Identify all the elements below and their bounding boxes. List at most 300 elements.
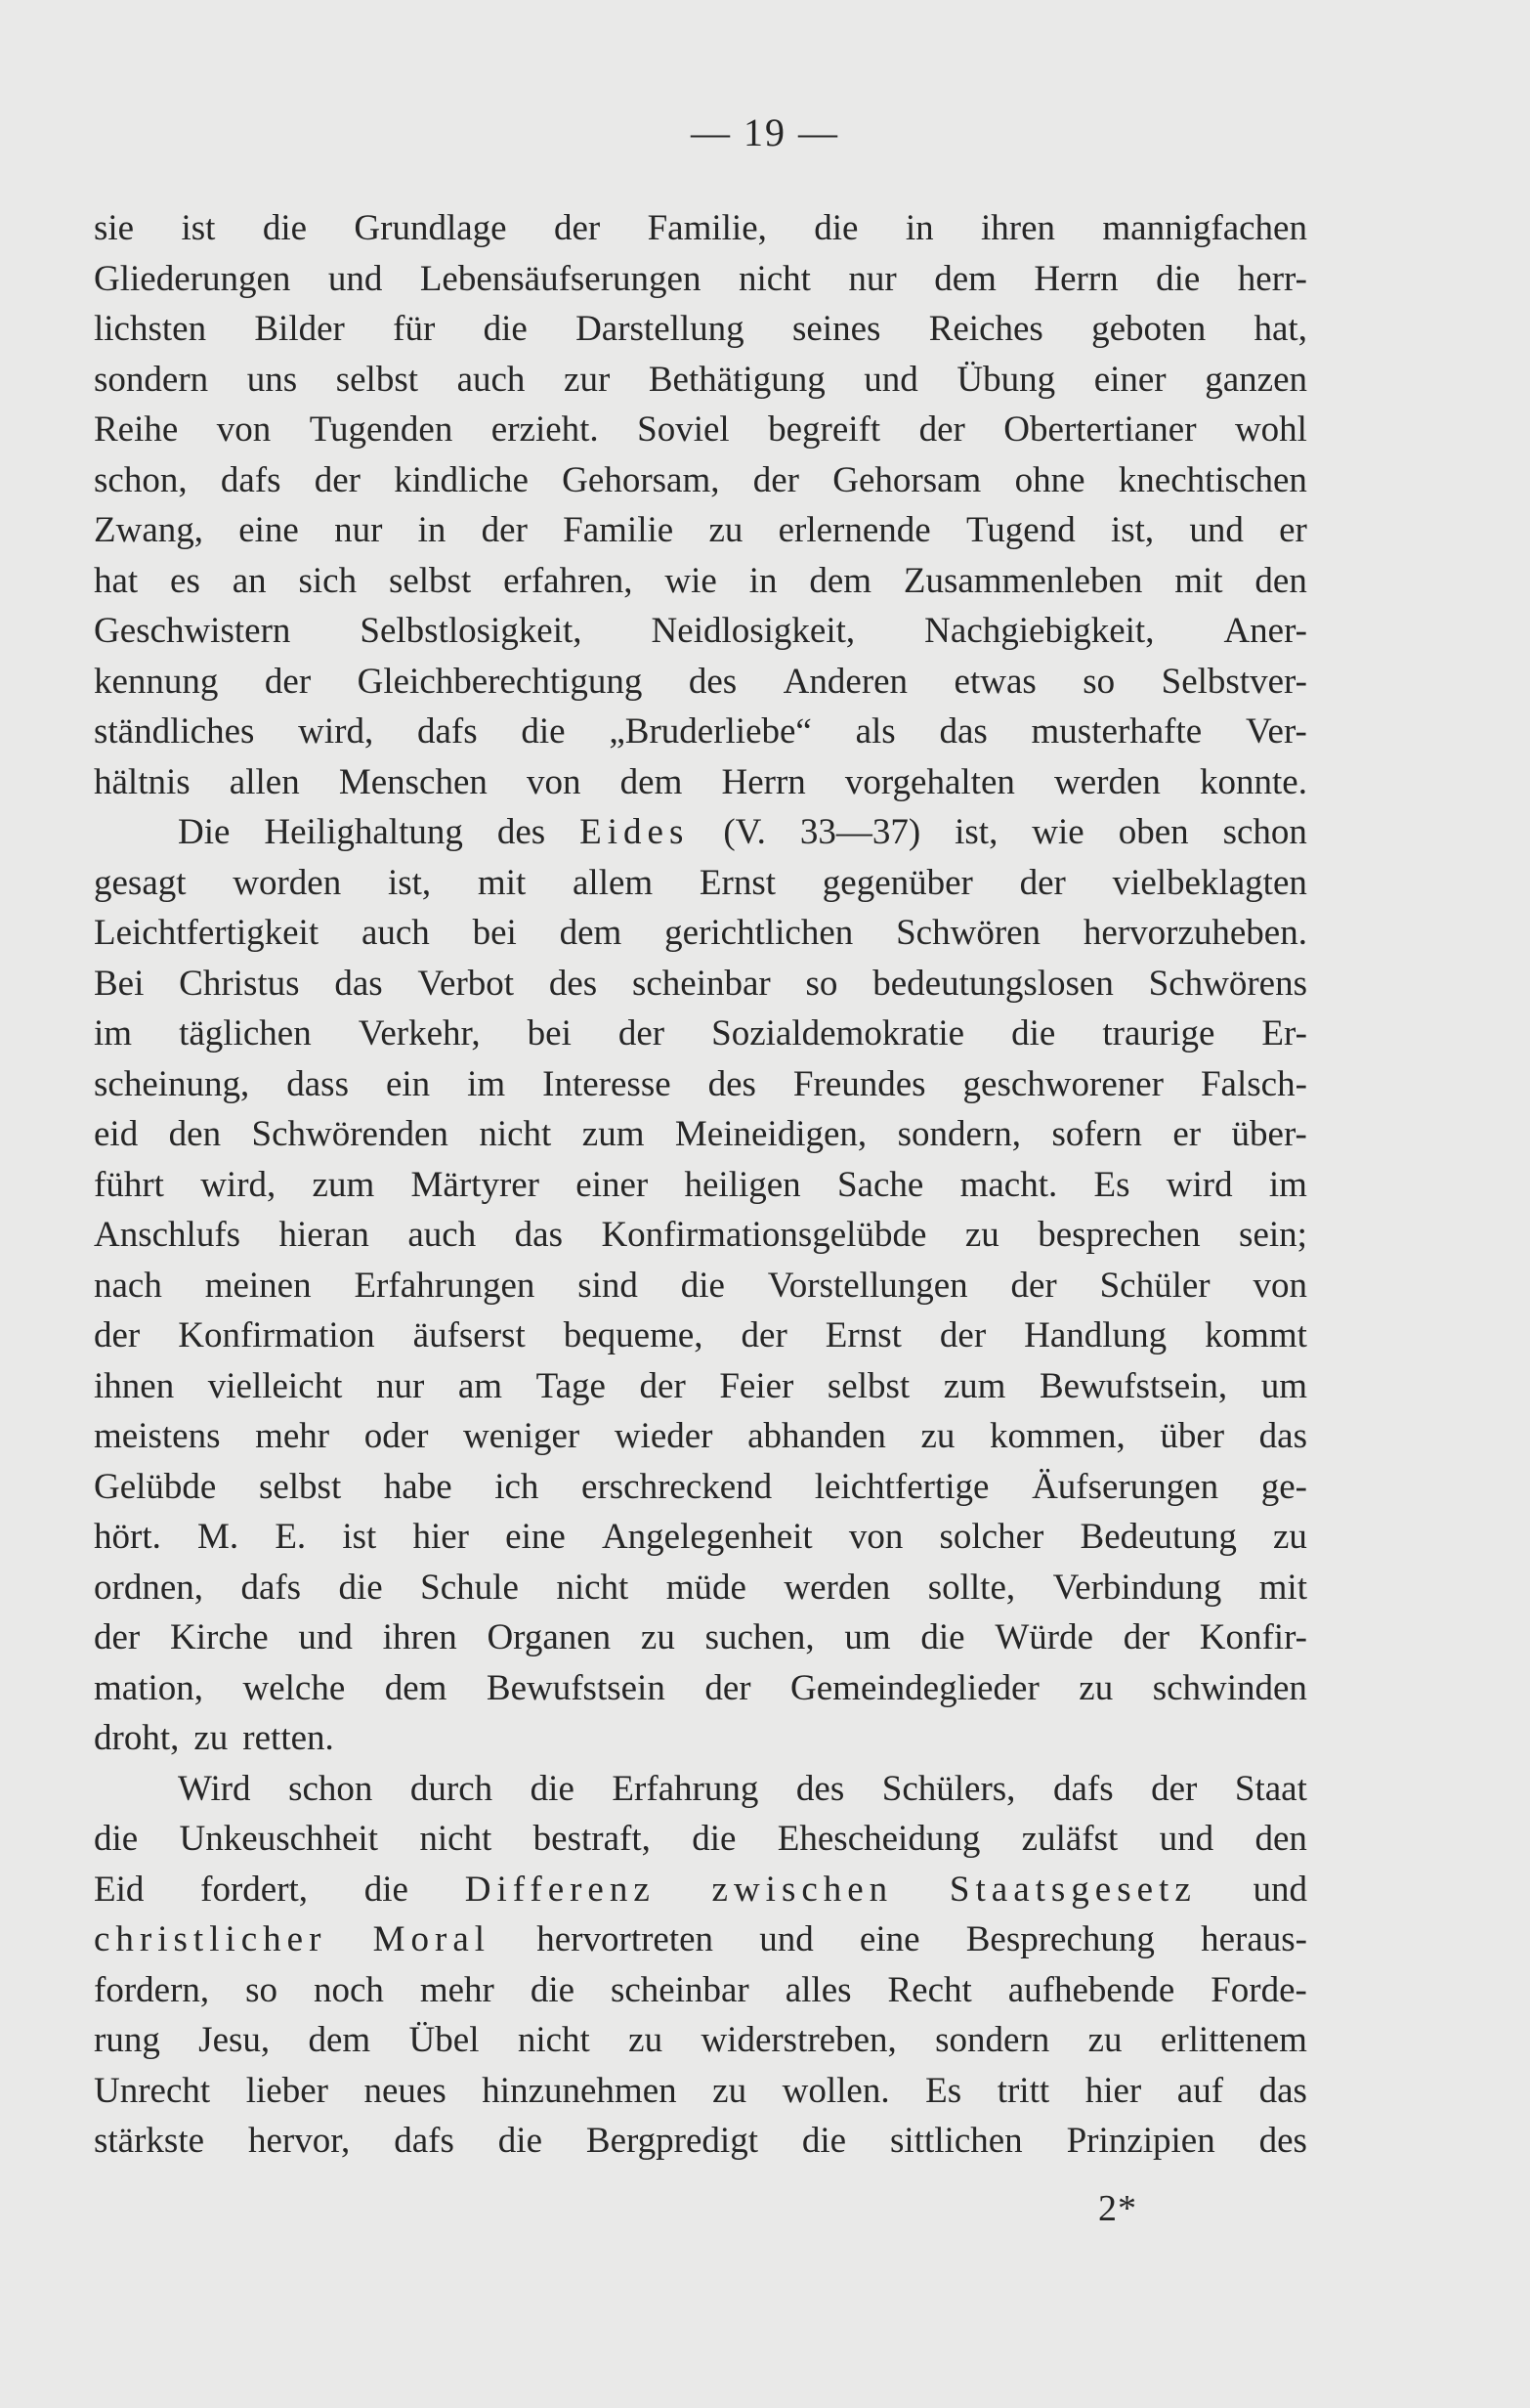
word: meistens xyxy=(94,1416,221,1456)
text-line xyxy=(94,707,1307,757)
text-line xyxy=(94,1865,1307,1915)
word: Eid xyxy=(94,1869,145,1910)
word: zu xyxy=(920,1416,956,1456)
word: Feier xyxy=(719,1365,794,1406)
word: die xyxy=(920,1617,965,1657)
word: Konfir- xyxy=(1199,1617,1307,1657)
text-line xyxy=(94,355,1307,406)
word: Ernst xyxy=(699,862,777,903)
word: kommen, xyxy=(989,1416,1126,1456)
word: „Bruderliebe“ xyxy=(609,711,812,752)
word: es xyxy=(170,560,200,601)
word: durch xyxy=(409,1768,493,1809)
word: bequeme, xyxy=(563,1315,703,1355)
word: nicht xyxy=(556,1567,629,1608)
word: zum xyxy=(312,1164,375,1205)
word: Bei xyxy=(94,963,145,1004)
text-line xyxy=(94,1764,1307,1815)
word: von xyxy=(1253,1265,1307,1306)
word: Bewufstsein, xyxy=(1039,1365,1228,1406)
word: das xyxy=(939,711,988,752)
word: Lebensäufserungen xyxy=(419,258,701,299)
word: Freundes xyxy=(792,1063,926,1104)
word: Bergpredigt xyxy=(585,2121,758,2161)
word: der xyxy=(741,1315,787,1355)
word: dem xyxy=(308,2020,371,2060)
text-line xyxy=(94,405,1307,455)
word: Ver- xyxy=(1245,711,1307,752)
text-line xyxy=(94,1512,1307,1563)
word: bei xyxy=(472,913,517,953)
word: zu xyxy=(1079,1667,1114,1708)
word: Meineidigen, xyxy=(674,1114,868,1154)
word: Organen xyxy=(487,1617,612,1657)
word: Recht xyxy=(887,1969,972,2010)
word: Interesse xyxy=(542,1063,671,1104)
word: die xyxy=(530,1768,574,1809)
word: bedeutungslosen xyxy=(872,963,1114,1004)
word: wieder xyxy=(614,1416,713,1456)
word: sie xyxy=(94,208,135,248)
word: etwas xyxy=(954,661,1037,702)
word: Gehorsam, xyxy=(562,459,720,500)
word: Anschlufs xyxy=(94,1215,241,1255)
text-line xyxy=(94,2015,1307,2066)
word: äufserst xyxy=(412,1315,526,1355)
text-line xyxy=(94,606,1307,657)
word: Aner- xyxy=(1223,611,1307,651)
word: einer xyxy=(575,1164,649,1205)
word: Schule xyxy=(420,1567,519,1608)
word: die xyxy=(1156,258,1201,299)
word: erlittenem xyxy=(1160,2020,1307,2060)
word: nur xyxy=(375,1365,425,1406)
word: sondern xyxy=(94,359,209,400)
word: ist xyxy=(342,1517,377,1557)
word: geschworener xyxy=(962,1063,1164,1104)
word: heraus- xyxy=(1201,1919,1307,1959)
word: nicht xyxy=(517,2020,590,2060)
word: Handlung xyxy=(1024,1315,1168,1355)
word: sondern, xyxy=(897,1114,1022,1154)
word: des xyxy=(707,1063,756,1104)
word: knechtischen xyxy=(1118,459,1307,500)
word: geboten xyxy=(1091,309,1207,349)
word: zu xyxy=(1272,1517,1307,1557)
word: Familie xyxy=(563,510,674,550)
word: über xyxy=(1160,1416,1225,1456)
word: Gleichberechtigung xyxy=(357,661,643,702)
word: wohl xyxy=(1234,409,1307,450)
word: wie xyxy=(664,560,717,601)
word: und xyxy=(327,258,383,299)
word: E. xyxy=(275,1517,307,1557)
text-line xyxy=(94,2116,1307,2167)
word: des xyxy=(688,661,738,702)
word: der xyxy=(1019,862,1066,903)
text-line xyxy=(94,1009,1307,1059)
word: nur xyxy=(334,510,383,550)
word: Er- xyxy=(1261,1013,1307,1054)
word: im xyxy=(467,1063,506,1104)
word: die xyxy=(94,1819,139,1859)
text-line xyxy=(94,807,1307,858)
word: nach xyxy=(94,1265,162,1306)
word: wird, xyxy=(200,1164,276,1205)
word: Tugend xyxy=(965,510,1076,550)
text-line xyxy=(94,1261,1307,1312)
word: nur xyxy=(848,258,897,299)
word: hier xyxy=(412,1517,469,1557)
word: bei xyxy=(527,1013,572,1054)
word: der xyxy=(481,510,528,550)
word: einer xyxy=(1093,359,1167,400)
text-line xyxy=(94,908,1307,959)
word: Jesu, xyxy=(198,2020,271,2060)
word: an xyxy=(232,560,267,601)
word: erzieht. xyxy=(490,409,599,450)
word: des xyxy=(1258,2121,1307,2161)
word: Besprechung xyxy=(965,1919,1155,1959)
word: zum xyxy=(943,1365,1006,1406)
word: vielleicht xyxy=(207,1365,343,1406)
word: sondern xyxy=(935,2020,1050,2060)
word: Staatsgesetz xyxy=(949,1869,1197,1910)
word: habe xyxy=(383,1466,452,1507)
word: auch xyxy=(407,1215,477,1255)
word: so xyxy=(1083,661,1116,702)
word: dem xyxy=(619,761,683,802)
word: Kirche xyxy=(170,1617,269,1657)
text-line xyxy=(94,254,1307,305)
word: allem xyxy=(573,862,654,903)
word: ein xyxy=(385,1063,431,1104)
word: ist xyxy=(181,208,216,248)
word: der xyxy=(94,1617,141,1657)
word: zum xyxy=(581,1114,645,1154)
text-line xyxy=(94,657,1307,708)
word: ge- xyxy=(1260,1466,1307,1507)
text-line xyxy=(94,1411,1307,1462)
word: seines xyxy=(791,309,881,349)
word: wird xyxy=(1166,1164,1233,1205)
word: Vorstellungen xyxy=(767,1265,968,1306)
word: sind xyxy=(577,1265,638,1306)
word: ist, xyxy=(955,812,999,852)
word: eine xyxy=(238,510,299,550)
text-line xyxy=(94,1814,1307,1865)
word: in xyxy=(748,560,778,601)
word: Konfirmationsgelübde xyxy=(601,1215,927,1255)
word: das xyxy=(514,1215,563,1255)
word: selbst xyxy=(258,1466,342,1507)
word: zwischen xyxy=(711,1869,894,1910)
word: des xyxy=(548,963,598,1004)
word: dafs xyxy=(1052,1768,1114,1809)
word: hört. xyxy=(94,1517,161,1557)
word: werden xyxy=(784,1567,891,1608)
word: so xyxy=(245,1969,277,2010)
word: kommt xyxy=(1205,1315,1307,1355)
word: der xyxy=(752,459,799,500)
word: ständliches xyxy=(94,711,255,752)
word: neues xyxy=(363,2070,446,2111)
word: der xyxy=(1123,1617,1170,1657)
word: noch xyxy=(313,1969,384,2010)
word: Gelübde xyxy=(94,1466,217,1507)
word: Reiches xyxy=(928,309,1043,349)
text-line xyxy=(94,556,1307,607)
word: Schwörens xyxy=(1148,963,1307,1004)
word: selbst xyxy=(335,359,418,400)
word: mit xyxy=(477,862,527,903)
word: (V. xyxy=(723,812,766,852)
word: nicht xyxy=(479,1114,552,1154)
word: Verbindung xyxy=(1052,1567,1222,1608)
word: ihren xyxy=(382,1617,457,1657)
word: zur xyxy=(564,359,611,400)
word: uns xyxy=(246,359,298,400)
text-line xyxy=(94,858,1307,909)
word: dass xyxy=(286,1063,349,1104)
word: Unrecht xyxy=(94,2070,211,2111)
text-line xyxy=(94,1713,1307,1764)
word: erlernende xyxy=(778,510,931,550)
word: die xyxy=(530,1969,575,2010)
word: hier xyxy=(1084,2070,1142,2111)
word: am xyxy=(457,1365,503,1406)
word: Märtyrer xyxy=(410,1164,540,1205)
word: M. xyxy=(197,1517,239,1557)
word: schon xyxy=(1222,812,1307,852)
word: das xyxy=(334,963,383,1004)
word: ist, xyxy=(1110,510,1155,550)
text-line xyxy=(94,304,1307,355)
text-line xyxy=(94,757,1307,808)
word: musterhafte xyxy=(1031,711,1203,752)
word: Bilder xyxy=(254,309,345,349)
word: sittlichen xyxy=(890,2121,1023,2161)
word: Geschwistern xyxy=(94,611,291,651)
word: Herrn xyxy=(1034,258,1119,299)
word: und xyxy=(759,1919,814,1959)
word: mehr xyxy=(255,1416,330,1456)
word: von xyxy=(527,761,581,802)
word: hervorzuheben. xyxy=(1083,913,1307,953)
word: kindliche xyxy=(394,459,529,500)
word: die xyxy=(521,711,566,752)
word: Es xyxy=(1093,1164,1130,1205)
word: ganzen xyxy=(1205,359,1307,400)
word: ihnen xyxy=(94,1365,175,1406)
word: schon xyxy=(288,1768,373,1809)
word: tritt xyxy=(997,2070,1050,2111)
word: zu xyxy=(1087,2020,1123,2060)
word: erschreckend xyxy=(581,1466,773,1507)
word: Selbstver- xyxy=(1161,661,1307,702)
word: der xyxy=(918,409,965,450)
text-line xyxy=(94,1361,1307,1412)
word: der xyxy=(1010,1265,1057,1306)
word: und xyxy=(864,359,918,400)
word: gegenüber xyxy=(822,862,973,903)
word: rung xyxy=(94,2020,160,2060)
word: oben xyxy=(1118,812,1189,852)
word: hervor, xyxy=(247,2121,351,2161)
word: gesagt xyxy=(94,862,187,903)
word: hat xyxy=(94,560,139,601)
word: sich xyxy=(298,560,358,601)
word: Bewufstsein xyxy=(486,1667,665,1708)
word: die xyxy=(801,2121,847,2161)
word: Angelegenheit xyxy=(601,1517,813,1557)
word: retten. xyxy=(242,1718,334,1758)
word: wird, xyxy=(298,711,374,752)
word: Falsch- xyxy=(1200,1063,1307,1104)
word: der xyxy=(1151,1768,1198,1809)
word: führt xyxy=(94,1164,164,1205)
word: die xyxy=(814,208,859,248)
word: der xyxy=(264,661,312,702)
word: die xyxy=(483,309,528,349)
word: dem xyxy=(809,560,872,601)
text-line xyxy=(94,1311,1307,1361)
text-line xyxy=(94,1462,1307,1513)
word: hervortreten xyxy=(536,1919,714,1959)
page-number: — 19 — xyxy=(691,110,839,154)
word: Schülers, xyxy=(881,1768,1016,1809)
text-line xyxy=(94,203,1307,254)
word: des xyxy=(496,812,546,852)
word: dem xyxy=(384,1667,447,1708)
word: Neidlosigkeit, xyxy=(651,611,856,651)
word: Schwören xyxy=(896,913,1041,953)
word: Schüler xyxy=(1099,1265,1211,1306)
text-line xyxy=(94,1914,1307,1965)
word: dafs xyxy=(394,2121,454,2161)
word: schwinden xyxy=(1152,1667,1307,1708)
word: und xyxy=(1159,1819,1214,1859)
word: allen xyxy=(229,761,300,802)
word: Unkeuschheit xyxy=(179,1819,378,1859)
word: mation, xyxy=(94,1667,204,1708)
word: Äufserungen xyxy=(1032,1466,1219,1507)
word: Übel xyxy=(408,2020,480,2060)
word: 33—37) xyxy=(799,812,921,852)
word: zuläfst xyxy=(1021,1819,1119,1859)
word: gerichtlichen xyxy=(664,913,854,953)
text-line xyxy=(94,1563,1307,1613)
word: Reihe xyxy=(94,409,179,450)
word: widerstreben, xyxy=(701,2020,897,2060)
word: dafs xyxy=(220,459,281,500)
word: Gehorsam xyxy=(832,459,982,500)
word: als xyxy=(855,711,896,752)
word: werden xyxy=(1054,761,1161,802)
word: ich xyxy=(494,1466,539,1507)
text-line xyxy=(94,1612,1307,1663)
word: Bethätigung xyxy=(648,359,826,400)
word: Sache xyxy=(836,1164,924,1205)
word: die xyxy=(497,2121,542,2161)
word: er xyxy=(1172,1114,1202,1154)
word: vielbeklagten xyxy=(1112,862,1307,903)
word: mehr xyxy=(419,1969,494,2010)
word: ihren xyxy=(980,208,1056,248)
word: Gliederungen xyxy=(94,258,291,299)
word: den xyxy=(1254,560,1307,601)
text-line xyxy=(94,1160,1307,1211)
word: um xyxy=(844,1617,891,1657)
word: und xyxy=(1253,1869,1307,1910)
word: Menschen xyxy=(338,761,488,802)
word: vorgehalten xyxy=(844,761,1015,802)
body-text xyxy=(94,203,1307,2167)
word: für xyxy=(393,309,436,349)
word: Familie, xyxy=(647,208,767,248)
word: die xyxy=(338,1567,383,1608)
word: das xyxy=(1258,1416,1307,1456)
word: suchen, xyxy=(704,1617,815,1657)
word: Erfahrung xyxy=(612,1768,759,1809)
word: Forde- xyxy=(1211,1969,1307,2010)
word: dem xyxy=(559,913,622,953)
word: der xyxy=(939,1315,987,1355)
word: sollte, xyxy=(927,1567,1016,1608)
word: besprechen xyxy=(1038,1215,1201,1255)
word: Prinzipien xyxy=(1066,2121,1215,2161)
word: dafs xyxy=(240,1567,302,1608)
word: nicht xyxy=(738,258,811,299)
word: dafs xyxy=(416,711,478,752)
word: der xyxy=(617,1013,665,1054)
word: von xyxy=(848,1517,904,1557)
word: Soviel xyxy=(637,409,730,450)
word: ohne xyxy=(1014,459,1085,500)
word: Christus xyxy=(179,963,300,1004)
word: fordern, xyxy=(94,1969,210,2010)
word: weniger xyxy=(463,1416,580,1456)
word: den xyxy=(168,1114,222,1154)
word: eine xyxy=(505,1517,566,1557)
text-line xyxy=(94,2066,1307,2117)
word: christlicher xyxy=(94,1919,327,1959)
word: müde xyxy=(665,1567,746,1608)
word: eid xyxy=(94,1114,139,1154)
word: mit xyxy=(1174,560,1223,601)
word: eine xyxy=(859,1919,920,1959)
word: die xyxy=(692,1819,737,1859)
word: Tage xyxy=(535,1365,606,1406)
word: selbst xyxy=(827,1365,911,1406)
word: Ernst xyxy=(825,1315,902,1355)
word: über- xyxy=(1231,1114,1307,1154)
word: Zusammenleben xyxy=(903,560,1143,601)
printer-signature-mark: 2* xyxy=(1098,2188,1137,2229)
word: in xyxy=(417,510,446,550)
word: das xyxy=(1258,2070,1307,2111)
word: Verkehr, xyxy=(358,1013,481,1054)
word: begreift xyxy=(768,409,881,450)
word: hinzunehmen xyxy=(482,2070,677,2111)
word: meinen xyxy=(204,1265,312,1306)
word: Differenz xyxy=(464,1869,656,1910)
word: kennung xyxy=(94,661,219,702)
word: bestraft, xyxy=(532,1819,651,1859)
word: des xyxy=(795,1768,845,1809)
word: Gemeindeglieder xyxy=(790,1667,1040,1708)
word: zu xyxy=(193,1718,229,1758)
